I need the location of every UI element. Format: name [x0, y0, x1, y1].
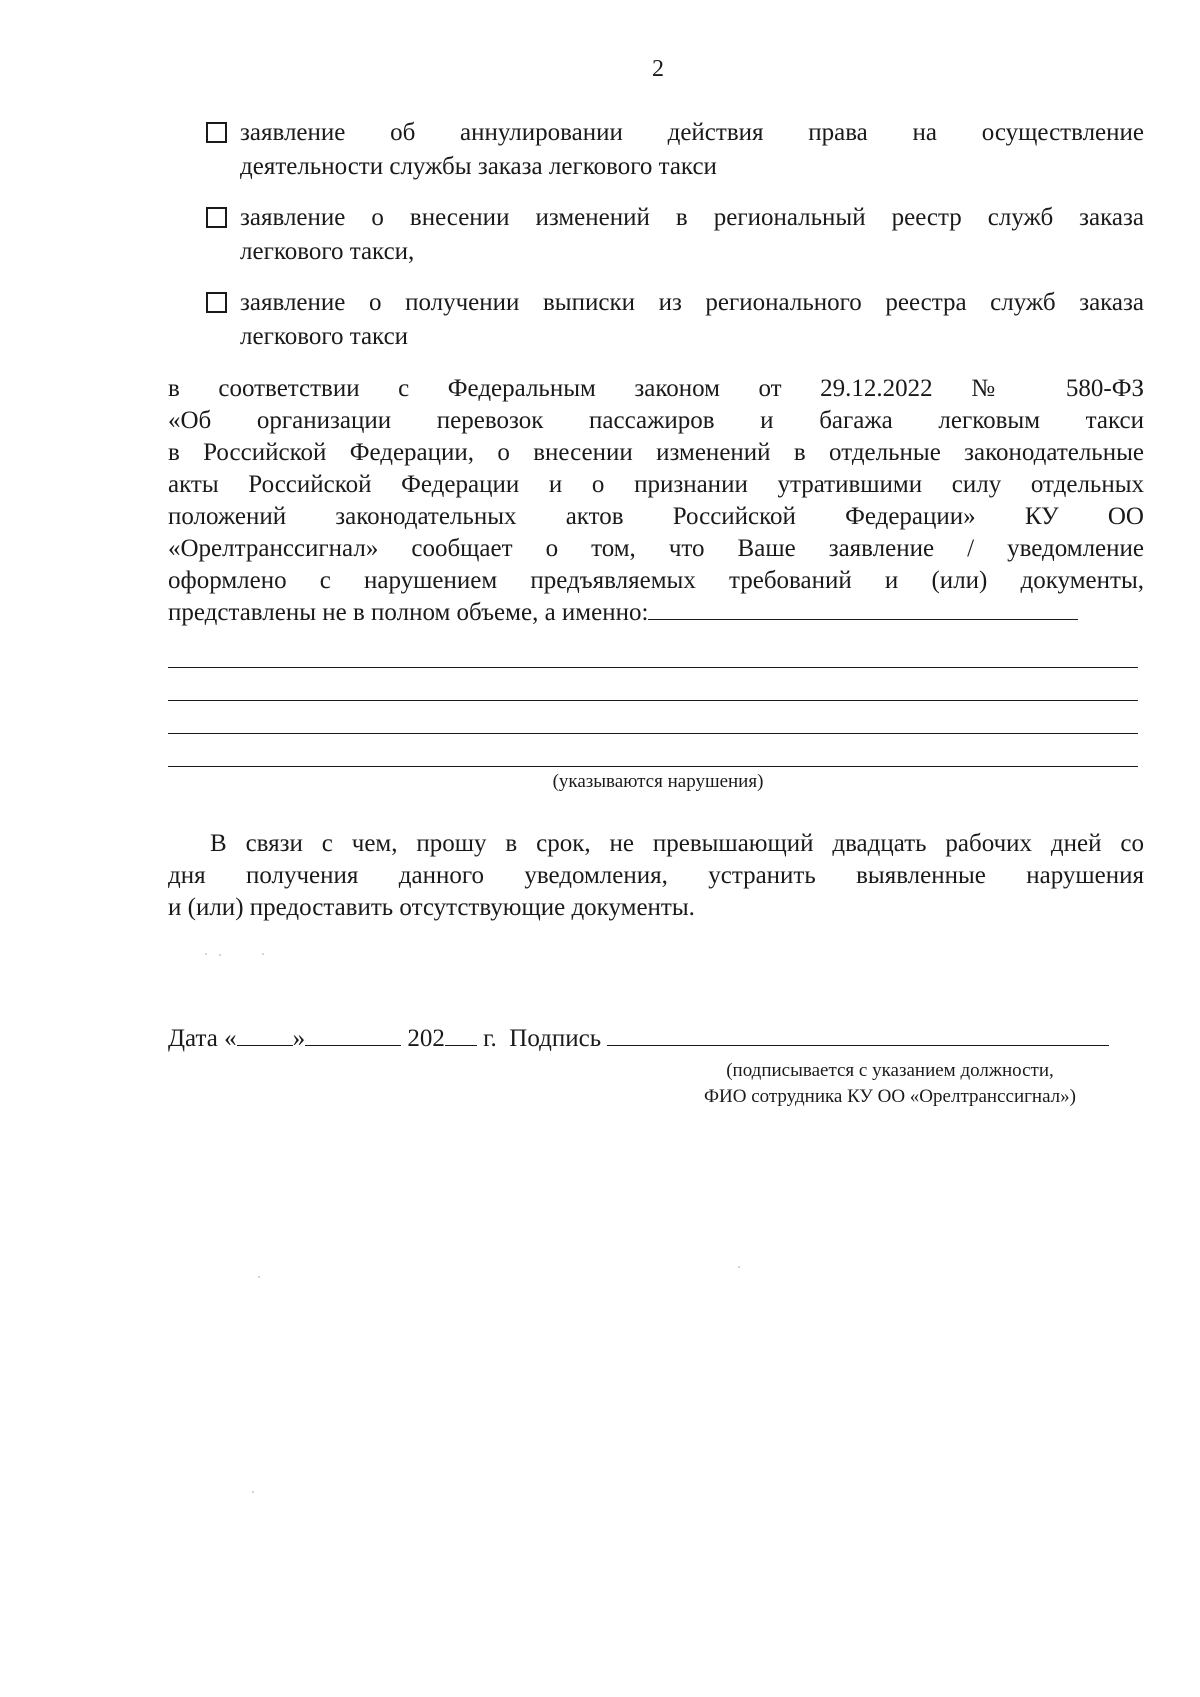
- paragraph-line: «Орелтранссигнал» сообщает о том, что Ваше заявление / уведомление: [168, 535, 1144, 562]
- page-number: 2: [652, 56, 664, 82]
- scan-speck: [205, 953, 207, 955]
- signature-label: Подпись: [509, 1025, 602, 1052]
- signature-field[interactable]: [607, 1023, 1109, 1046]
- year-field[interactable]: [445, 1023, 477, 1046]
- date-label: Дата «: [168, 1025, 237, 1052]
- checkbox-label-line1: заявление о внесении изменений в региональный реестр служб заказа: [240, 204, 1144, 231]
- signature-caption: [640, 1058, 1140, 1110]
- checkbox-label-line1: заявление об аннулировании действия права на осуществление: [240, 119, 1144, 146]
- paragraph-line: положений законодательных актов Российской Федерации» КУ ОО: [168, 503, 1144, 530]
- month-field[interactable]: [305, 1023, 401, 1046]
- violations-caption: (указываются нарушения): [552, 771, 764, 792]
- year-suffix: г.: [483, 1025, 497, 1052]
- checkbox-item-annulment[interactable]: [206, 116, 1144, 184]
- checkbox[interactable]: [206, 207, 227, 228]
- scan-speck: [258, 1276, 260, 1278]
- checkbox-label-line2: легкового такси,: [240, 238, 415, 265]
- date-signature-line: [168, 1022, 1148, 1056]
- checkbox-label-line2: легкового такси: [240, 323, 409, 350]
- paragraph-line: В связи с чем, прошу в срок, не превышающий двадцать рабочих дней со: [210, 830, 1144, 857]
- paragraph-last-line: представлены не в полном объеме, а именно:: [168, 599, 649, 626]
- paragraph-line: акты Российской Федерации и о признании утратившими силу отдельных: [168, 471, 1144, 498]
- paragraph-line: в соответствии с Федеральным законом от 29.12.2022 № 580-ФЗ: [168, 375, 1144, 402]
- paragraph-line: в Российской Федерации, о внесении изменений в отдельные законодательные: [168, 439, 1144, 466]
- violations-blank-line[interactable]: [168, 766, 1138, 767]
- date-quote-close: »: [292, 1025, 306, 1052]
- checkbox-item-extract[interactable]: [206, 286, 1144, 354]
- violations-blank-line[interactable]: [168, 733, 1138, 734]
- paragraph-line: «Об организации перевозок пассажиров и багажа легковым такси: [168, 407, 1144, 434]
- scan-speck: [219, 954, 221, 956]
- scan-speck: [262, 953, 264, 955]
- year-prefix: 202: [407, 1025, 445, 1052]
- paragraph-line: оформлено с нарушением предъявляемых требований и (или) документы,: [168, 567, 1144, 594]
- signature-caption-line2: ФИО сотрудника КУ ОО «Орелтранссигнал»): [704, 1086, 1076, 1107]
- signature-caption-line1: (подписывается с указанием должности,: [726, 1060, 1054, 1081]
- checkbox-label-line2: деятельности службы заказа легкового такси: [240, 153, 717, 180]
- request-paragraph: [168, 828, 1144, 924]
- main-paragraph: [168, 373, 1144, 629]
- scan-speck: [738, 1266, 740, 1268]
- scan-speck: [252, 1491, 254, 1493]
- violations-blank-line[interactable]: [168, 700, 1138, 701]
- day-field[interactable]: [237, 1023, 293, 1046]
- checkbox[interactable]: [206, 292, 227, 313]
- checkbox-item-changes[interactable]: [206, 201, 1144, 269]
- violations-blank-inline[interactable]: [648, 599, 1078, 620]
- paragraph-last-line: и (или) предоставить отсутствующие документы.: [168, 894, 695, 921]
- checkbox[interactable]: [206, 122, 227, 143]
- paragraph-line: дня получения данного уведомления, устранить выявленные нарушения: [168, 862, 1144, 889]
- checkbox-label-line1: заявление о получении выписки из регионального реестра служб заказа: [240, 289, 1144, 316]
- violations-blank-line[interactable]: [168, 667, 1138, 668]
